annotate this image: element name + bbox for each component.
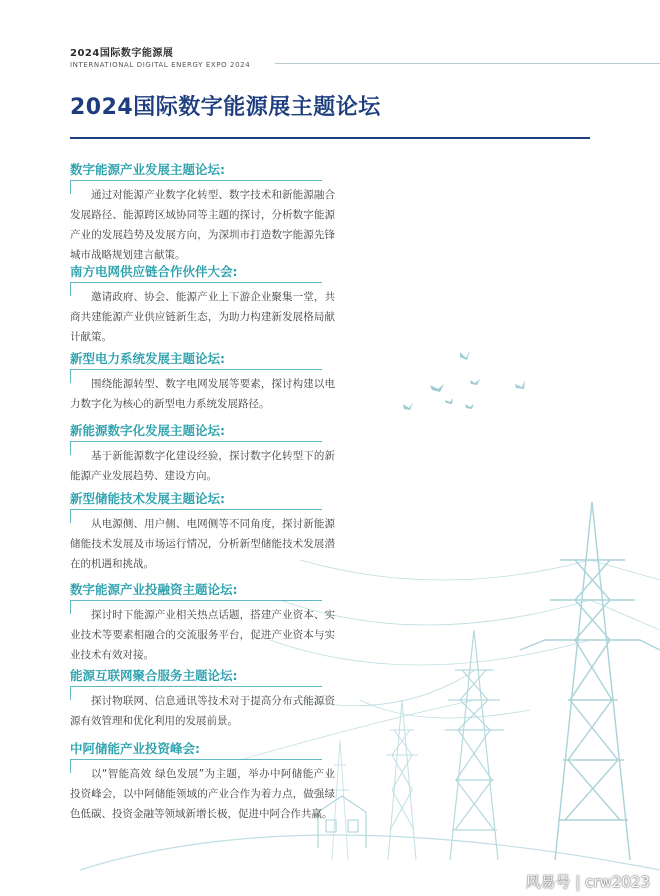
source-watermark: 风易号 | crw2023 bbox=[525, 873, 650, 891]
section-body: 通过对能源产业数字化转型、数字技术和新能源融合发展路径、能源跨区域协同等主题的探讨，分析数字能源产业的发展趋势及发展方向，为深圳市打造数字能源先锋城市战略规划建言献策。 bbox=[70, 189, 335, 261]
section-title: 数字能源产业发展主题论坛: bbox=[70, 162, 225, 177]
section-title: 南方电网供应链合作伙伴大会: bbox=[70, 264, 238, 279]
birds-icon bbox=[403, 350, 525, 410]
header-subtitle: INTERNATIONAL DIGITAL ENERGY EXPO 2024 bbox=[70, 61, 251, 69]
header-divider bbox=[275, 63, 660, 64]
section-title: 新型电力系统发展主题论坛: bbox=[70, 351, 225, 366]
forum-section bbox=[70, 489, 335, 574]
forum-section bbox=[70, 739, 335, 824]
section-rule bbox=[70, 759, 322, 760]
section-title: 新型储能技术发展主题论坛: bbox=[70, 491, 225, 506]
forum-section bbox=[70, 580, 335, 665]
section-title: 能源互联网聚合服务主题论坛: bbox=[70, 668, 238, 683]
page-header bbox=[70, 44, 590, 69]
section-body: 探讨物联网、信息通讯等技术对于提高分布式能源资源有效管理和优化利用的发展前景。 bbox=[70, 695, 335, 727]
forum-section bbox=[70, 160, 335, 265]
forum-section bbox=[70, 666, 335, 731]
title-underline bbox=[70, 137, 590, 139]
section-rule bbox=[70, 180, 322, 181]
section-body: 从电源侧、用户侧、电网侧等不同角度，探讨新能源储能技术发展及市场运行情况，分析新型储能技术发展潜在的机遇和挑战。 bbox=[70, 518, 335, 570]
section-rule bbox=[70, 441, 322, 442]
section-body: 围绕能源转型、数字电网发展等要素，探讨构建以电力数字化为核心的新型电力系统发展路径。 bbox=[70, 378, 335, 410]
section-title: 新能源数字化发展主题论坛: bbox=[70, 423, 225, 438]
page-title: 2024国际数字能源展主题论坛 bbox=[70, 95, 381, 120]
forum-section bbox=[70, 421, 335, 486]
section-rule bbox=[70, 600, 322, 601]
section-title: 中阿储能产业投资峰会: bbox=[70, 741, 200, 756]
section-rule bbox=[70, 369, 322, 370]
section-body: 以“智能高效 绿色发展”为主题，举办中阿储能产业投资峰会，以中阿储能领域的产业合作为着力点，做强绿色低碳、投资金融等领域新增长极，促进中阿合作共赢。 bbox=[70, 768, 335, 820]
section-title: 数字能源产业投融资主题论坛: bbox=[70, 582, 238, 597]
section-body: 基于新能源数字化建设经验，探讨数字化转型下的新能源产业发展趋势、建设方向。 bbox=[70, 450, 335, 482]
section-body: 邀请政府、协会、能源产业上下游企业聚集一堂，共商共建能源产业供应链新生态，为助力构建新发展格局献计献策。 bbox=[70, 291, 335, 343]
section-body: 探讨时下能源产业相关热点话题，搭建产业资本、实业技术等要素相融合的交流服务平台，促进产业资本与实业技术有效对接。 bbox=[70, 609, 335, 661]
forum-section bbox=[70, 262, 335, 347]
header-title: 2024国际数字能源展 bbox=[70, 48, 174, 59]
section-rule bbox=[70, 686, 322, 687]
forum-section bbox=[70, 349, 335, 414]
section-rule bbox=[70, 509, 322, 510]
section-rule bbox=[70, 282, 322, 283]
